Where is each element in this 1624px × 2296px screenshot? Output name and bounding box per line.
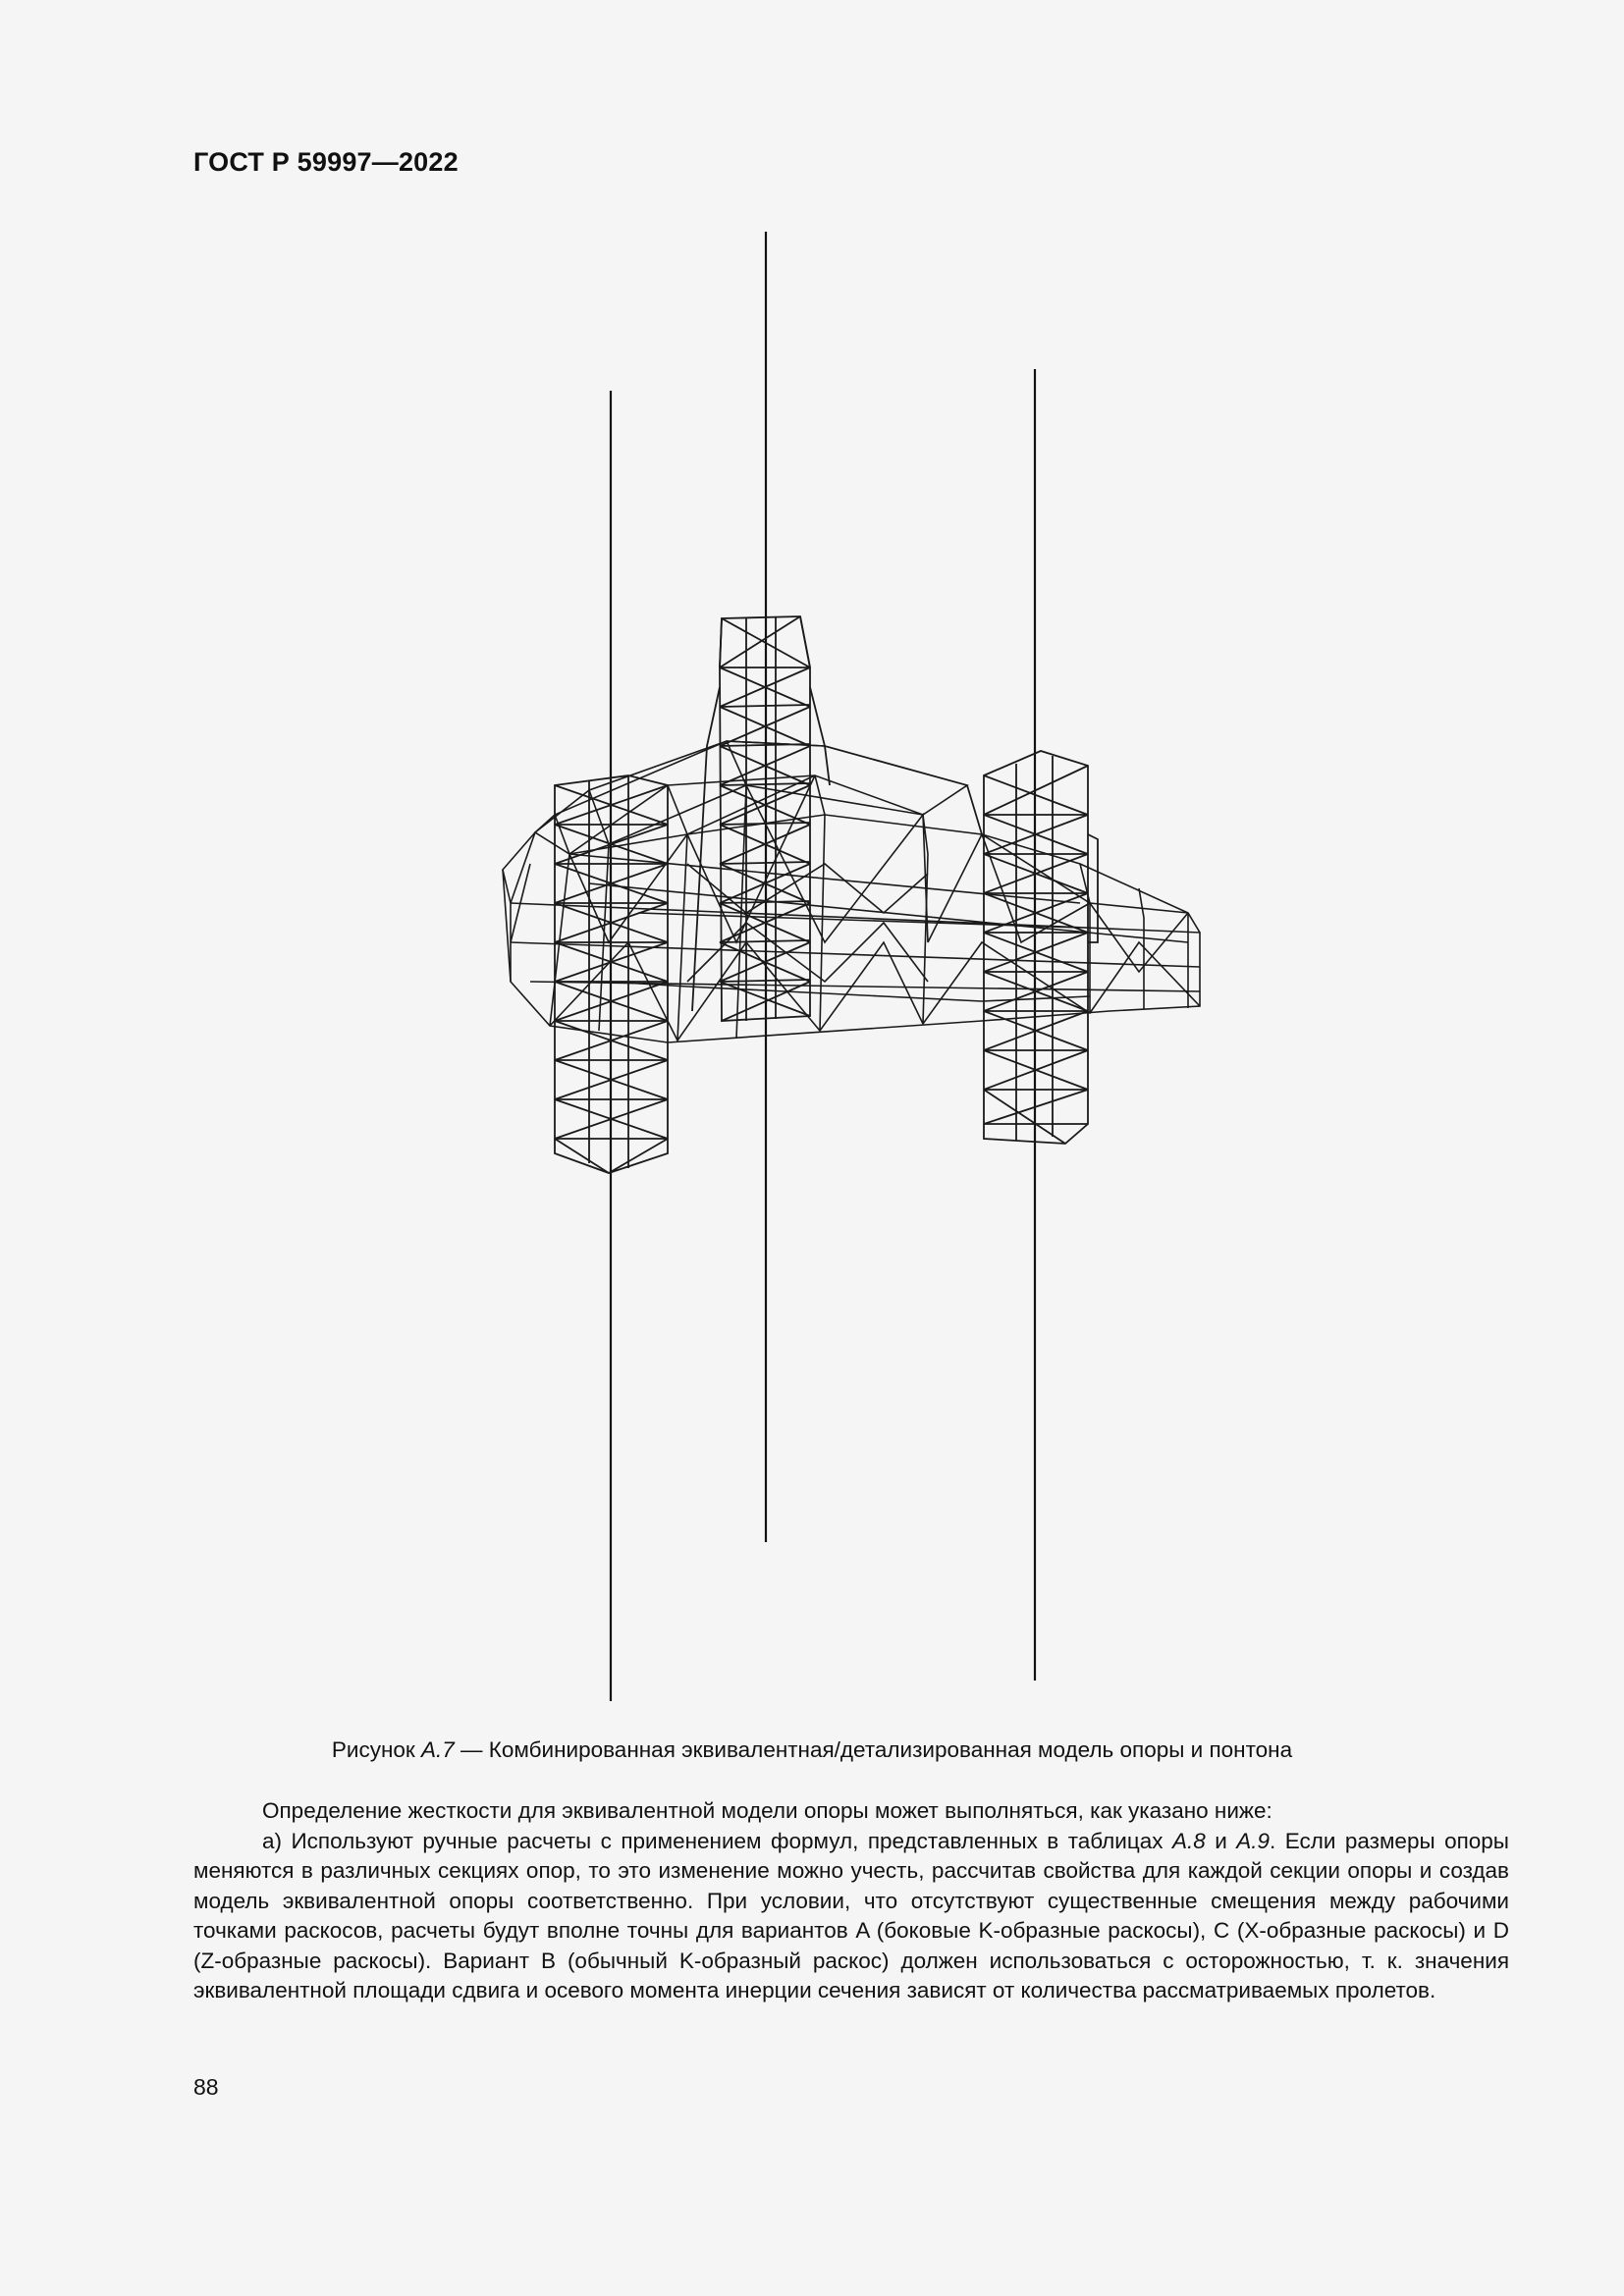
- body-text: [193, 1796, 1509, 2006]
- caption-prefix: Рисунок: [331, 1737, 422, 1762]
- page-number: 88: [193, 2074, 219, 2100]
- center-leg-wireframe: [692, 616, 830, 1021]
- paragraph-a-part1: а) Используют ручные расчеты с применением формул, представленных в таблицах: [262, 1828, 1172, 1853]
- table-ref-a8: А.8: [1171, 1828, 1206, 1853]
- document-header: ГОСТ Р 59997—2022: [193, 147, 459, 177]
- paragraph-intro: Определение жесткости для эквивалентной модели опоры может выполняться, как указано ниже:: [262, 1798, 1272, 1823]
- pontoon-hull-wireframe: [503, 741, 1200, 1042]
- caption-figure-number: А.7: [421, 1737, 455, 1762]
- caption-text: — Комбинированная эквивалентная/детализированная модель опоры и понтона: [454, 1737, 1293, 1762]
- table-ref-a9: А.9: [1236, 1828, 1270, 1853]
- figure-caption: [0, 1737, 1624, 1763]
- paragraph-a-part2: . Если размеры опоры меняются в различных секциях опор, то это изменение можно учесть, рассчитав свойства для каждой секции опоры и создав модель эквивалентной опоры соответственно. При условии, что отсутствуют существенные смещения между рабочими точками раскосов, расчеты будут вполне точны для вариантов A (боковые K-образные раскосы), C (X-образные раскосы) и D (Z-образные раскосы). Вариант B (обычный K-образный раскос) должен использоваться с осторожностью, т. к. значения эквивалентной площади сдвига и осевого момента инерции сечения зависят от количества рассматриваемых пролетов.: [193, 1828, 1509, 2002]
- right-leg-wireframe: [984, 751, 1098, 1144]
- paragraph-a-conjunction: и: [1205, 1828, 1237, 1853]
- paragraph-item-a: [193, 1827, 1509, 2006]
